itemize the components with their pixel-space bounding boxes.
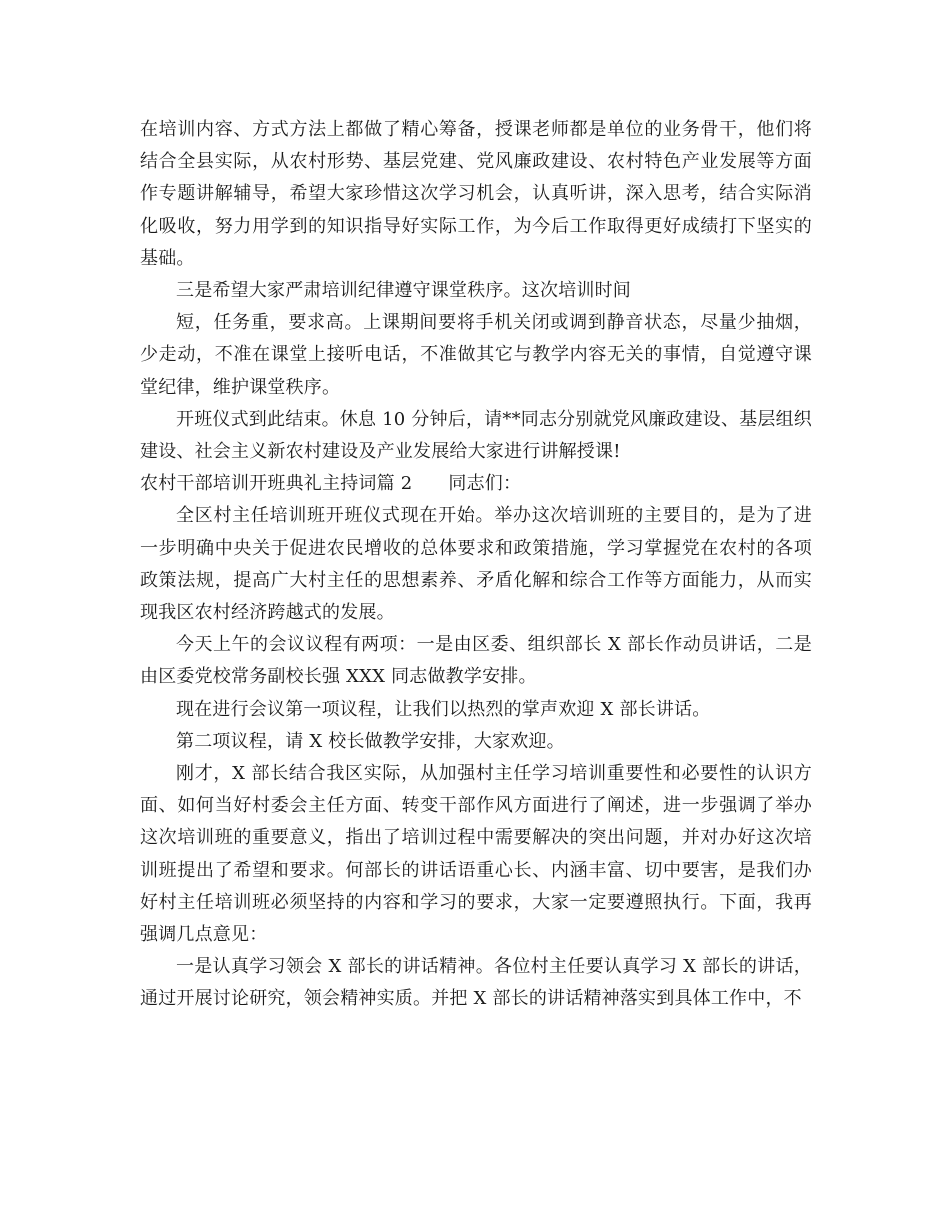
- paragraph: 开班仪式到此结束。休息 10 分钟后，请**同志分别就党风廉政建设、基层组织建设、社会主义新农村建设及产业发展给大家进行讲解授课!: [140, 408, 812, 463]
- paragraph: 刚才，X 部长结合我区实际，从加强村主任学习培训重要性和必要性的认识方面、如何当好村委会主任方面、转变干部作风方面进行了阐述，进一步强调了举办这次培训班的重要意义，指出了培训过程中需要解决的突出问题，并对办好这次培训班提出了希望和要求。何部长的讲话语重心长、内涵丰富、切中要害，是我们办好村主任培训班必须坚持的内容和学习的要求，大家一定要遵照执行。下面，我再强调几点意见：: [140, 763, 812, 946]
- paragraph: 在培训内容、方式方法上都做了精心筹备，授课老师都是单位的业务骨干，他们将结合全县实际，从农村形势、基层党建、党风廉政建设、农村特色产业发展等方面作专题讲解辅导，希望大家珍惜这次学习机会，认真听讲，深入思考，结合实际消化吸收，努力用学到的知识指导好实际工作，为今后工作取得更好成绩打下坚实的基础。: [140, 119, 812, 269]
- paragraph: 今天上午的会议议程有两项：一是由区委、组织部长 X 部长作动员讲话，二是由区委党校常务副校长强 XXX 同志做教学安排。: [140, 634, 812, 688]
- paragraph: 三是希望大家严肃培训纪律遵守课堂秩序。这次培训时间: [176, 280, 631, 302]
- salutation: 同志们：: [448, 473, 522, 495]
- paragraph: 第二项议程，请 X 校长做教学安排，大家欢迎。: [176, 730, 565, 752]
- paragraph: 现在进行会议第一项议程，让我们以热烈的掌声欢迎 X 部长讲话。: [176, 698, 711, 720]
- section-title: 农村干部培训开班典礼主持词篇 2: [140, 473, 413, 495]
- paragraph: 短，任务重，要求高。上课期间要将手机关闭或调到静音状态，尽量少抽烟，少走动，不准在课堂上接听电话，不准做其它与教学内容无关的事情，自觉遵守课堂纪律，维护课堂秩序。: [140, 312, 812, 398]
- paragraph: 全区村主任培训班开班仪式现在开始。举办这次培训班的主要目的，是为了进一步明确中央关于促进农民增收的总体要求和政策措施，学习掌握党在农村的各项政策法规，提高广大村主任的思想素养、矛盾化解和综合工作等方面能力，从而实现我区农村经济跨越式的发展。: [140, 505, 812, 624]
- paragraph: 一是认真学习领会 X 部长的讲话精神。各位村主任要认真学习 X 部长的讲话，通过开展讨论研究，领会精神实质。并把 X 部长的讲话精神落实到具体工作中，不: [140, 956, 812, 1010]
- document-body: [140, 114, 812, 1016]
- section-heading: [140, 468, 812, 500]
